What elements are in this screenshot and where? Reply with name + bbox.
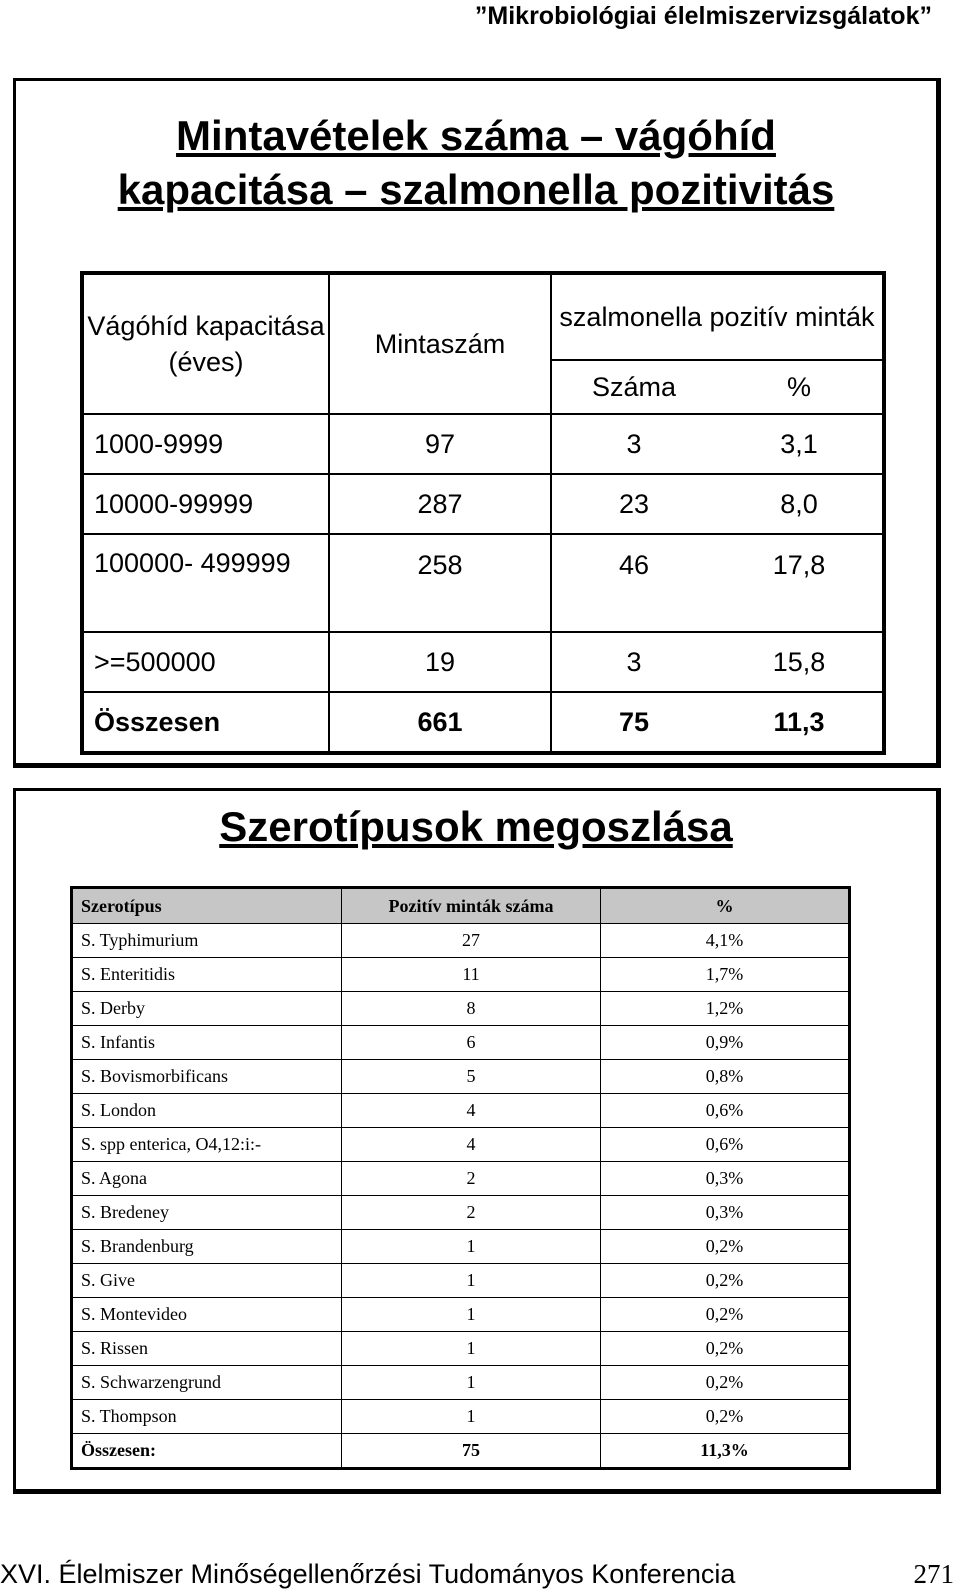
serotype-count-cell: 1 xyxy=(342,1400,601,1434)
serotype-cell: S. Derby xyxy=(72,992,342,1026)
serotype-percent-cell: 0,6% xyxy=(601,1094,850,1128)
serotype-count-cell: 1 xyxy=(342,1366,601,1400)
capacity-row xyxy=(82,632,884,692)
serotype-count-cell: 2 xyxy=(342,1162,601,1196)
samples-cell: 661 xyxy=(329,692,551,753)
section1-title xyxy=(16,109,936,217)
serotype-count-cell: 11 xyxy=(342,958,601,992)
serotype-row xyxy=(72,1230,850,1264)
positive-count-cell: 3 xyxy=(551,632,716,692)
positive-percent-cell: 15,8 xyxy=(716,632,884,692)
serotype-cell: S. Bredeney xyxy=(72,1196,342,1230)
capacity-row xyxy=(82,534,884,632)
serotype-count-cell: 1 xyxy=(342,1332,601,1366)
serotype-count-cell: 5 xyxy=(342,1060,601,1094)
header-serotype: Szerotípus xyxy=(72,888,342,924)
serotype-percent-cell: 1,7% xyxy=(601,958,850,992)
header-capacity: Vágóhíd kapacitása (éves) xyxy=(82,273,329,414)
serotype-percent-cell: 0,8% xyxy=(601,1060,850,1094)
serotype-row xyxy=(72,924,850,958)
serotype-row xyxy=(72,992,850,1026)
serotype-percent-cell: 0,2% xyxy=(601,1298,850,1332)
serotype-row xyxy=(72,1094,850,1128)
header-serotype-percent: % xyxy=(601,888,850,924)
capacity-cell: Összesen xyxy=(82,692,329,753)
serotype-row xyxy=(72,1366,850,1400)
serotype-count-cell: 1 xyxy=(342,1298,601,1332)
capacity-cell: >=500000 xyxy=(82,632,329,692)
serotype-percent-cell: 1,2% xyxy=(601,992,850,1026)
serotype-row xyxy=(72,1332,850,1366)
serotype-cell: S. Montevideo xyxy=(72,1298,342,1332)
serotype-count-cell: 1 xyxy=(342,1230,601,1264)
section1-title-line2: kapacitása – szalmonella pozitivitás xyxy=(117,166,835,213)
capacity-row xyxy=(82,474,884,534)
serotype-percent-cell: 11,3% xyxy=(601,1434,850,1469)
serotype-count-cell: 4 xyxy=(342,1094,601,1128)
serotype-row xyxy=(72,1128,850,1162)
conference-footer: XVI. Élelmiszer Minőségellenőrzési Tudományos Konferencia xyxy=(0,1559,736,1589)
serotype-row xyxy=(72,1196,850,1230)
serotype-percent-cell: 0,2% xyxy=(601,1400,850,1434)
serotype-count-cell: 2 xyxy=(342,1196,601,1230)
serotype-cell: S. Thompson xyxy=(72,1400,342,1434)
serotype-percent-cell: 0,2% xyxy=(601,1230,850,1264)
serotype-cell: S. Schwarzengrund xyxy=(72,1366,342,1400)
capacity-table xyxy=(80,271,886,755)
samples-cell: 19 xyxy=(329,632,551,692)
serotype-row xyxy=(72,958,850,992)
header-positive-count: Pozitív minták száma xyxy=(342,888,601,924)
serotype-cell: S. Bovismorbificans xyxy=(72,1060,342,1094)
header-samples: Mintaszám xyxy=(329,273,551,414)
serotype-count-cell: 27 xyxy=(342,924,601,958)
serotype-cell: S. Enteritidis xyxy=(72,958,342,992)
serotype-percent-cell: 0,3% xyxy=(601,1196,850,1230)
serotype-cell: S. Rissen xyxy=(72,1332,342,1366)
serotype-percent-cell: 4,1% xyxy=(601,924,850,958)
page-number: 271 xyxy=(913,1559,954,1589)
serotype-row xyxy=(72,1298,850,1332)
samples-cell: 258 xyxy=(329,534,551,632)
serotype-count-cell: 1 xyxy=(342,1264,601,1298)
serotype-cell: S. Give xyxy=(72,1264,342,1298)
serotype-percent-cell: 0,2% xyxy=(601,1264,850,1298)
serotype-row xyxy=(72,1434,850,1469)
serotype-cell: S. Typhimurium xyxy=(72,924,342,958)
samples-cell: 97 xyxy=(329,414,551,474)
serotype-table xyxy=(70,886,851,1470)
serotype-percent-cell: 0,9% xyxy=(601,1026,850,1060)
header-positive: szalmonella pozitív minták xyxy=(551,273,884,360)
serotype-cell: S. Infantis xyxy=(72,1026,342,1060)
positive-percent-cell: 11,3 xyxy=(716,692,884,753)
serotype-row xyxy=(72,1264,850,1298)
serotype-cell: S. London xyxy=(72,1094,342,1128)
positive-count-cell: 75 xyxy=(551,692,716,753)
capacity-cell: 10000-99999 xyxy=(82,474,329,534)
serotype-row xyxy=(72,1026,850,1060)
serotype-cell: S. Agona xyxy=(72,1162,342,1196)
slide-serotype-distribution xyxy=(13,788,941,1494)
positive-percent-cell: 3,1 xyxy=(716,414,884,474)
serotype-cell: S. Brandenburg xyxy=(72,1230,342,1264)
serotype-row xyxy=(72,1400,850,1434)
serotype-percent-cell: 0,2% xyxy=(601,1366,850,1400)
serotype-count-cell: 4 xyxy=(342,1128,601,1162)
positive-count-cell: 23 xyxy=(551,474,716,534)
capacity-row xyxy=(82,692,884,753)
section2-title: Szerotípusok megoszlása xyxy=(219,803,733,850)
serotype-row xyxy=(72,1162,850,1196)
serotype-percent-cell: 0,3% xyxy=(601,1162,850,1196)
serotype-percent-cell: 0,2% xyxy=(601,1332,850,1366)
positive-count-cell: 46 xyxy=(551,534,716,632)
serotype-percent-cell: 0,6% xyxy=(601,1128,850,1162)
serotype-cell: Összesen: xyxy=(72,1434,342,1469)
serotype-count-cell: 6 xyxy=(342,1026,601,1060)
capacity-row xyxy=(82,414,884,474)
slide-sampling-positivity xyxy=(13,78,941,768)
capacity-cell: 1000-9999 xyxy=(82,414,329,474)
serotype-row xyxy=(72,1060,850,1094)
positive-count-cell: 3 xyxy=(551,414,716,474)
serotype-cell: S. spp enterica, O4,12:i:- xyxy=(72,1128,342,1162)
positive-percent-cell: 8,0 xyxy=(716,474,884,534)
section1-title-line1: Mintavételek száma – vágóhíd xyxy=(176,112,776,159)
running-header: ”Mikrobiológiai élelmiszervizsgálatok” xyxy=(474,2,932,30)
serotype-count-cell: 75 xyxy=(342,1434,601,1469)
header-count: Száma xyxy=(551,360,716,414)
positive-percent-cell: 17,8 xyxy=(716,534,884,632)
serotype-count-cell: 8 xyxy=(342,992,601,1026)
samples-cell: 287 xyxy=(329,474,551,534)
capacity-cell: 100000- 499999 xyxy=(82,534,329,632)
header-percent: % xyxy=(716,360,884,414)
